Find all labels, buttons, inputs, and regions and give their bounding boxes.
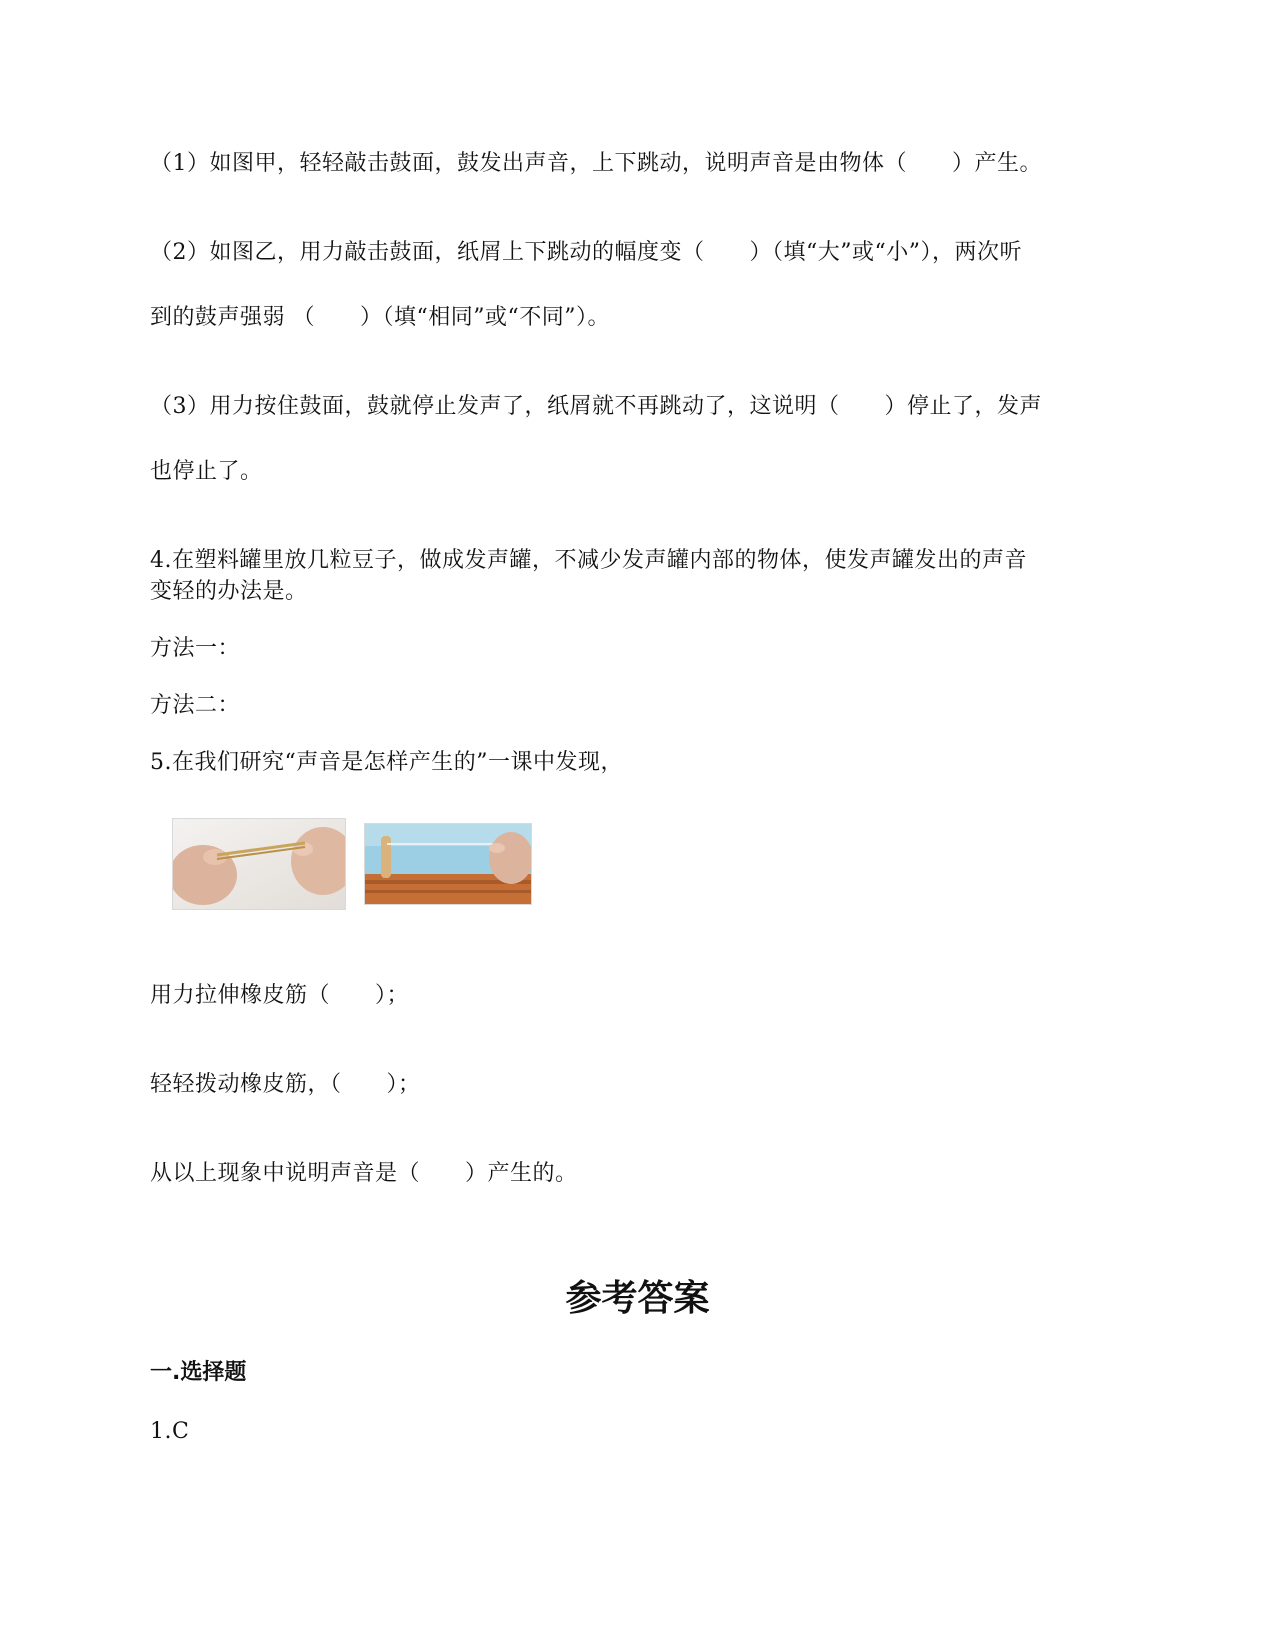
q3-item3-line2: 也停止了。 [150,459,263,484]
q3-item3-line1: （3）用力按住鼓面，鼓就停止发声了，纸屑就不再跳动了，这说明（ ）停止了，发声 [150,394,1043,419]
q3-item1: （1）如图甲，轻轻敲击鼓面，鼓发出声音，上下跳动，说明声音是由物体（ ）产生。 [150,151,1043,176]
q5-line2: 轻轻拨动橡皮筋，（ ）； [150,1072,421,1097]
answers-title: 参考答案 [565,1278,710,1319]
q4-line2: 变轻的办法是。 [150,579,308,604]
q3-item2-line1: （2）如图乙，用力敲击鼓面，纸屑上下跳动的幅度变（ ）（填“大”或“小”），两次听 [150,240,1022,265]
q4-method2: 方法二： [150,693,241,718]
q5-line1: 用力拉伸橡皮筋（ ）； [150,983,410,1008]
q4-method1: 方法一： [150,636,241,661]
q5-intro: 5.在我们研究“声音是怎样产生的”一课中发现， [150,750,623,775]
answer-1: 1.C [150,1419,190,1444]
q3-item2-line2: 到的鼓声强弱 （ ）（填“相同”或“不同”）。 [150,305,610,330]
q4-line1: 4.在塑料罐里放几粒豆子，做成发声罐，不减少发声罐内部的物体，使发声罐发出的声音 [150,548,1027,573]
q5-line3: 从以上现象中说明声音是（ ）产生的。 [150,1161,578,1186]
rubber-band-pluck-photo [364,823,532,905]
answers-section-title: 一.选择题 [150,1360,247,1385]
rubber-band-stretch-photo [172,818,346,910]
